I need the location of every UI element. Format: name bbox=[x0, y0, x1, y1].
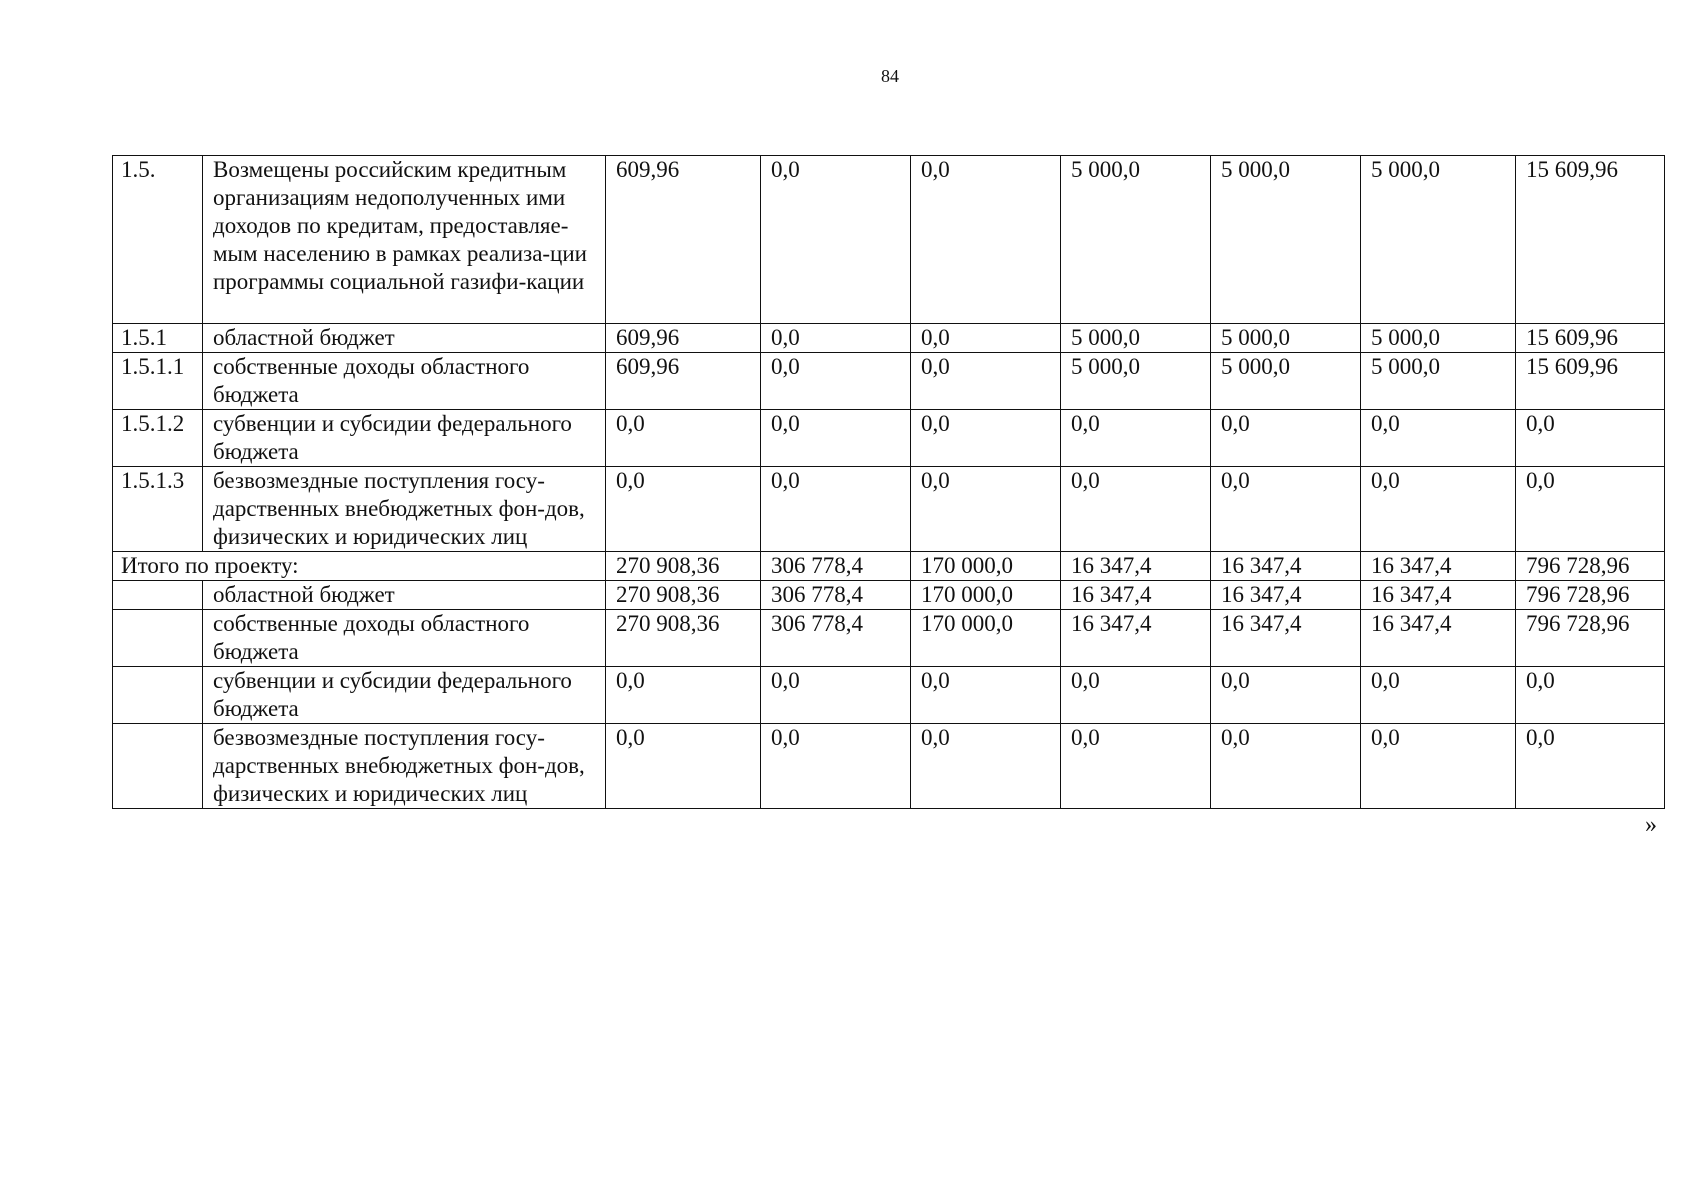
row-value: 0,0 bbox=[911, 724, 1061, 809]
table-row bbox=[113, 581, 1665, 610]
row-value: 170 000,0 bbox=[911, 610, 1061, 667]
table-row bbox=[113, 324, 1665, 353]
row-code: 1.5.1.2 bbox=[113, 410, 203, 467]
row-value: 609,96 bbox=[606, 353, 761, 410]
row-value: 0,0 bbox=[1361, 667, 1516, 724]
row-value: 0,0 bbox=[1211, 410, 1361, 467]
row-value: 0,0 bbox=[911, 353, 1061, 410]
row-value: 270 908,36 bbox=[606, 581, 761, 610]
row-code: 1.5.1.3 bbox=[113, 467, 203, 552]
row-value: 0,0 bbox=[1061, 667, 1211, 724]
row-value: 0,0 bbox=[1061, 724, 1211, 809]
row-value: 0,0 bbox=[1211, 467, 1361, 552]
budget-table bbox=[112, 155, 1665, 809]
row-value: 796 728,96 bbox=[1516, 610, 1665, 667]
row-value: 0,0 bbox=[761, 156, 911, 324]
row-value: 0,0 bbox=[1211, 667, 1361, 724]
row-code: 1.5.1 bbox=[113, 324, 203, 353]
total-label: Итого по проекту: bbox=[113, 552, 606, 581]
table-row bbox=[113, 353, 1665, 410]
row-value: 15 609,96 bbox=[1516, 353, 1665, 410]
total-value: 16 347,4 bbox=[1211, 552, 1361, 581]
row-value: 16 347,4 bbox=[1211, 581, 1361, 610]
empty-code-cell bbox=[113, 667, 203, 724]
row-value: 5 000,0 bbox=[1211, 353, 1361, 410]
total-value: 16 347,4 bbox=[1061, 552, 1211, 581]
row-value: 0,0 bbox=[761, 724, 911, 809]
row-value: 16 347,4 bbox=[1211, 610, 1361, 667]
row-code: 1.5. bbox=[113, 156, 203, 324]
row-value: 0,0 bbox=[911, 667, 1061, 724]
row-value: 0,0 bbox=[1516, 410, 1665, 467]
row-value: 306 778,4 bbox=[761, 610, 911, 667]
row-value: 0,0 bbox=[1361, 724, 1516, 809]
row-value: 0,0 bbox=[911, 467, 1061, 552]
empty-code-cell bbox=[113, 610, 203, 667]
row-code: 1.5.1.1 bbox=[113, 353, 203, 410]
total-value: 270 908,36 bbox=[606, 552, 761, 581]
row-value: 0,0 bbox=[1361, 467, 1516, 552]
row-value: 0,0 bbox=[606, 667, 761, 724]
row-value: 5 000,0 bbox=[1061, 156, 1211, 324]
row-value: 796 728,96 bbox=[1516, 581, 1665, 610]
row-value: 0,0 bbox=[911, 156, 1061, 324]
row-value: 0,0 bbox=[1061, 410, 1211, 467]
row-value: 0,0 bbox=[911, 324, 1061, 353]
row-value: 270 908,36 bbox=[606, 610, 761, 667]
row-value: 15 609,96 bbox=[1516, 156, 1665, 324]
row-value: 0,0 bbox=[761, 324, 911, 353]
table-row bbox=[113, 156, 1665, 324]
row-value: 5 000,0 bbox=[1211, 324, 1361, 353]
row-value: 0,0 bbox=[761, 353, 911, 410]
table-row bbox=[113, 724, 1665, 809]
row-value: 5 000,0 bbox=[1061, 353, 1211, 410]
row-value: 0,0 bbox=[911, 410, 1061, 467]
row-label: областной бюджет bbox=[203, 581, 606, 610]
row-label: собственные доходы областного бюджета bbox=[203, 353, 606, 410]
row-label: субвенции и субсидии федерального бюджета bbox=[203, 410, 606, 467]
row-label: безвозмездные поступления госу-дарственных внебюджетных фон-дов, физических и юридических лиц bbox=[203, 467, 606, 552]
row-label: безвозмездные поступления госу-дарственных внебюджетных фон-дов, физических и юридических лиц bbox=[203, 724, 606, 809]
closing-quote: » bbox=[1645, 812, 1657, 838]
row-value: 170 000,0 bbox=[911, 581, 1061, 610]
empty-code-cell bbox=[113, 581, 203, 610]
table-row bbox=[113, 610, 1665, 667]
row-value: 15 609,96 bbox=[1516, 324, 1665, 353]
row-value: 0,0 bbox=[761, 467, 911, 552]
row-label: субвенции и субсидии федерального бюджета bbox=[203, 667, 606, 724]
total-value: 16 347,4 bbox=[1361, 552, 1516, 581]
row-value: 5 000,0 bbox=[1361, 156, 1516, 324]
row-value: 0,0 bbox=[1516, 467, 1665, 552]
row-value: 0,0 bbox=[1211, 724, 1361, 809]
total-row bbox=[113, 552, 1665, 581]
total-value: 796 728,96 bbox=[1516, 552, 1665, 581]
table-row bbox=[113, 667, 1665, 724]
row-label: областной бюджет bbox=[203, 324, 606, 353]
row-value: 0,0 bbox=[606, 467, 761, 552]
row-value: 16 347,4 bbox=[1361, 581, 1516, 610]
row-value: 0,0 bbox=[1516, 667, 1665, 724]
row-value: 5 000,0 bbox=[1361, 353, 1516, 410]
row-value: 16 347,4 bbox=[1061, 610, 1211, 667]
row-value: 0,0 bbox=[1061, 467, 1211, 552]
row-value: 609,96 bbox=[606, 156, 761, 324]
row-value: 16 347,4 bbox=[1061, 581, 1211, 610]
total-value: 170 000,0 bbox=[911, 552, 1061, 581]
row-value: 306 778,4 bbox=[761, 581, 911, 610]
row-value: 0,0 bbox=[761, 667, 911, 724]
row-value: 16 347,4 bbox=[1361, 610, 1516, 667]
table-row bbox=[113, 467, 1665, 552]
row-value: 0,0 bbox=[1516, 724, 1665, 809]
row-value: 0,0 bbox=[761, 410, 911, 467]
row-label: собственные доходы областного бюджета bbox=[203, 610, 606, 667]
page-number: 84 bbox=[881, 66, 899, 86]
row-value: 0,0 bbox=[1361, 410, 1516, 467]
total-value: 306 778,4 bbox=[761, 552, 911, 581]
row-value: 5 000,0 bbox=[1211, 156, 1361, 324]
row-value: 609,96 bbox=[606, 324, 761, 353]
row-value: 5 000,0 bbox=[1361, 324, 1516, 353]
row-value: 0,0 bbox=[606, 724, 761, 809]
row-value: 0,0 bbox=[606, 410, 761, 467]
row-label: Возмещены российским кредитным организациям недополученных ими доходов по кредитам, предоставляе-мым населению в рамках реализа-ции программы социальной газифи-кации bbox=[203, 156, 606, 324]
table-row bbox=[113, 410, 1665, 467]
row-value: 5 000,0 bbox=[1061, 324, 1211, 353]
empty-code-cell bbox=[113, 724, 203, 809]
